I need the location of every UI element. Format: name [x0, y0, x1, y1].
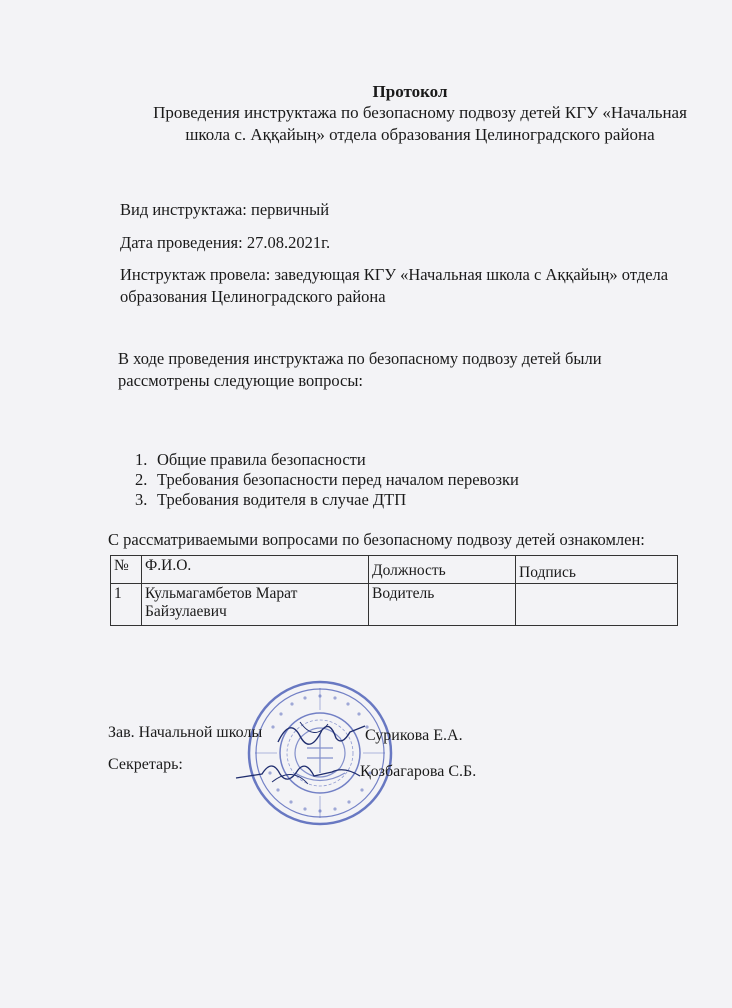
- secretary-label: Секретарь:: [108, 756, 183, 773]
- head-name: Сурикова Е.А.: [365, 727, 463, 744]
- document-subtitle: [140, 102, 700, 146]
- list-item: 3. Требования водителя в случае ДТП: [135, 490, 407, 509]
- cell-name: Кульмагамбетов Марат Байзулаевич: [142, 584, 369, 626]
- list-item: 2. Требования безопасности перед началом перевозки: [135, 470, 519, 489]
- signature-table: [110, 555, 678, 626]
- conducted-by-line-1: Инструктаж провела: заведующая КГУ «Начальная школа с Аққайың» отдела: [120, 265, 669, 284]
- intro-line-2: рассмотрены следующие вопросы:: [118, 371, 364, 390]
- header-position: Должность: [369, 556, 516, 584]
- document-title: Протокол: [372, 82, 448, 101]
- list-item: 1. Общие правила безопасности: [135, 450, 366, 469]
- table-header-row: [111, 556, 678, 584]
- header-number: №: [111, 556, 142, 584]
- head-signature-icon: [270, 712, 370, 752]
- secretary-name: Қозбагарова С.Б.: [360, 763, 477, 780]
- head-label: Зав. Начальной школы: [108, 724, 263, 741]
- intro-line-1: В ходе проведения инструктажа по безопасному подвозу детей были: [118, 349, 602, 368]
- instruction-date: Дата проведения: 27.08.2021г.: [120, 233, 331, 252]
- table-row: [111, 584, 678, 626]
- cell-number: 1: [111, 584, 142, 626]
- subtitle-line-1: Проведения инструктажа по безопасному подвозу детей КГУ «Начальная: [153, 103, 687, 122]
- questions-list: [135, 450, 519, 510]
- cell-signature: [516, 584, 678, 626]
- conducted-by-line-2: образования Целиноградского района: [120, 287, 386, 306]
- subtitle-line-2: школа с. Аққайың» отдела образования Целиноградского района: [185, 125, 655, 144]
- instruction-type: Вид инструктажа: первичный: [120, 200, 330, 219]
- acknowledgement-text: С рассматриваемыми вопросами по безопасному подвозу детей ознакомлен:: [108, 530, 645, 549]
- secretary-signature-icon: [232, 752, 372, 792]
- cell-position: Водитель: [369, 584, 516, 626]
- conducted-by: [120, 264, 700, 308]
- intro-paragraph: [118, 348, 658, 392]
- header-name: Ф.И.О.: [142, 556, 369, 584]
- header-signature: Подпись: [516, 556, 678, 584]
